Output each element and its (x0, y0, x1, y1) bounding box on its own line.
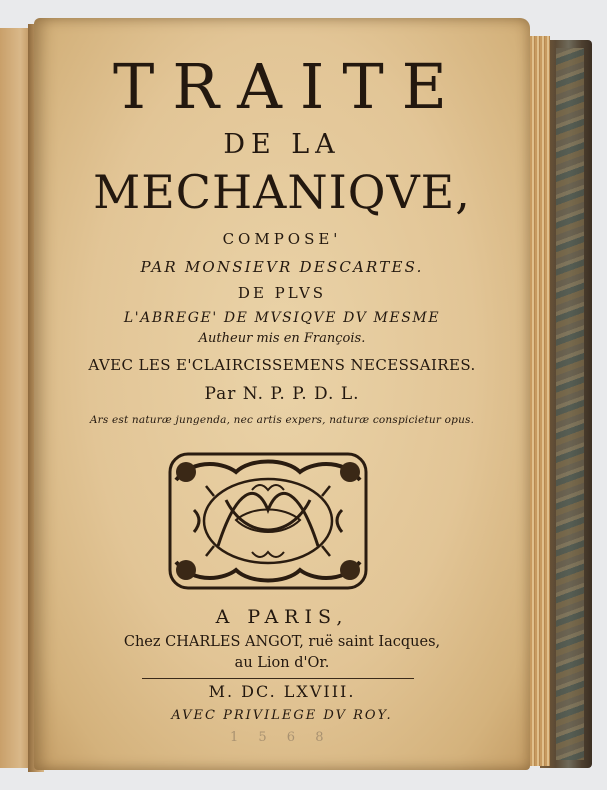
title-traite: TRAITE (113, 50, 465, 123)
abrege-line: L'ABREGE' DE MVSIQVE DV MESME (123, 310, 441, 326)
imprint-sign: au Lion d'Or. (234, 655, 330, 671)
compose-line: COMPOSE' (222, 230, 342, 248)
autheur-line: Autheur mis en François. (198, 331, 366, 346)
title-mechanique: MECHANIQVE, (93, 165, 471, 219)
imprint-rule (142, 678, 414, 679)
imprint-publisher: Chez CHARLES ANGOT, ruë saint Iacques, (123, 634, 441, 650)
title-de-la: DE LA (223, 129, 341, 160)
marbled-endpaper (556, 48, 584, 760)
royal-privilege: AVEC PRIVILEGE DV ROY. (171, 708, 393, 723)
latin-motto: Ars est naturæ jungenda, nec artis expers, naturæ conspicietur opus. (89, 414, 475, 426)
author-line: PAR MONSIEVR DESCARTES. (140, 258, 424, 276)
imprint-date: M. DC. LXVIII. (208, 682, 356, 701)
eclaircissemens-line: AVEC LES E'CLAIRCISSEMENS NECESSAIRES. (88, 356, 476, 374)
title-page (34, 18, 530, 770)
editor-initials: Par N. P. P. D. L. (204, 384, 360, 404)
pencil-annotation: 1 5 6 8 (230, 730, 332, 745)
imprint-city: A PARIS, (215, 606, 349, 628)
de-plus-line: DE PLVS (237, 284, 327, 302)
printer-ornament-icon (166, 450, 370, 592)
